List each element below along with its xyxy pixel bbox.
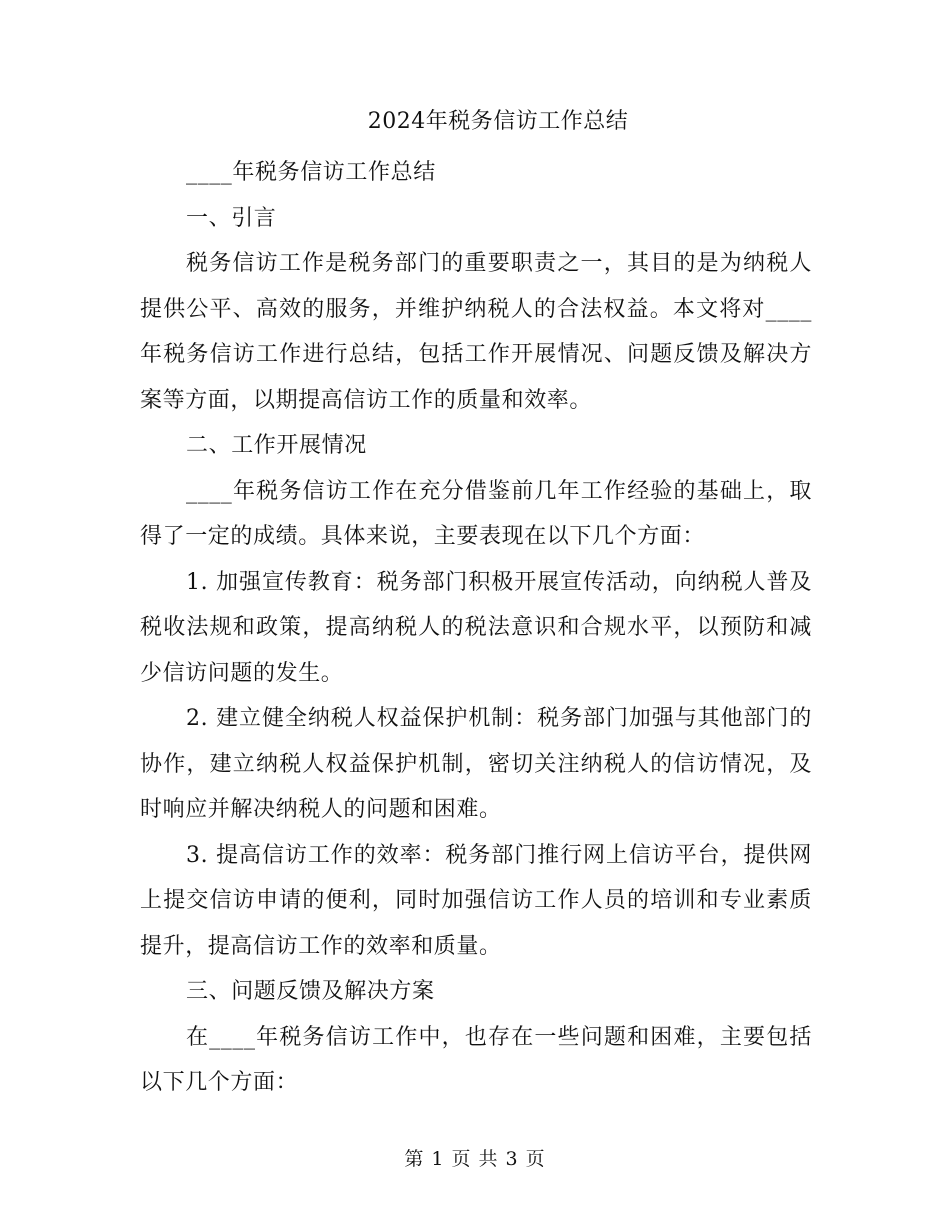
document-body (140, 150, 812, 1106)
list-item-paragraph: 1. 加强宣传教育：税务部门积极开展宣传活动，向纳税人普及税收法规和政策，提高纳税人的税法意识和合规水平，以预防和减少信访问题的发生。 (140, 569, 812, 686)
subtitle-paragraph: ____年税务信访工作总结 (186, 160, 436, 185)
section-heading-work-progress: 二、工作开展情况 (186, 433, 367, 458)
body-paragraph: 税务信访工作是税务部门的重要职责之一，其目的是为纳税人提供公平、高效的服务，并维护纳税人的合法权益。本文将对____年税务信访工作进行总结，包括工作开展情况、问题反馈及解决方案等方面，以期提高信访工作的质量和效率。 (140, 251, 812, 413)
body-paragraph: 在____年税务信访工作中，也存在一些问题和困难，主要包括以下几个方面： (140, 1024, 812, 1095)
section-heading-issues: 三、问题反馈及解决方案 (186, 979, 435, 1004)
body-paragraph: ____年税务信访工作在充分借鉴前几年工作经验的基础上，取得了一定的成绩。具体来说，主要表现在以下几个方面： (140, 478, 812, 549)
list-item-paragraph: 3. 提高信访工作的效率：税务部门推行网上信访平台，提供网上提交信访申请的便利，同时加强信访工作人员的培训和专业素质提升，提高信访工作的效率和质量。 (140, 842, 812, 959)
list-item-paragraph: 2. 建立健全纳税人权益保护机制：税务部门加强与其他部门的协作，建立纳税人权益保护机制，密切关注纳税人的信访情况，及时响应并解决纳税人的问题和困难。 (140, 706, 812, 822)
page-number-footer: 第 1 页 共 3 页 (404, 1148, 546, 1170)
document-title: 2024年税务信访工作总结 (367, 109, 629, 134)
section-heading-introduction: 一、引言 (186, 205, 277, 231)
